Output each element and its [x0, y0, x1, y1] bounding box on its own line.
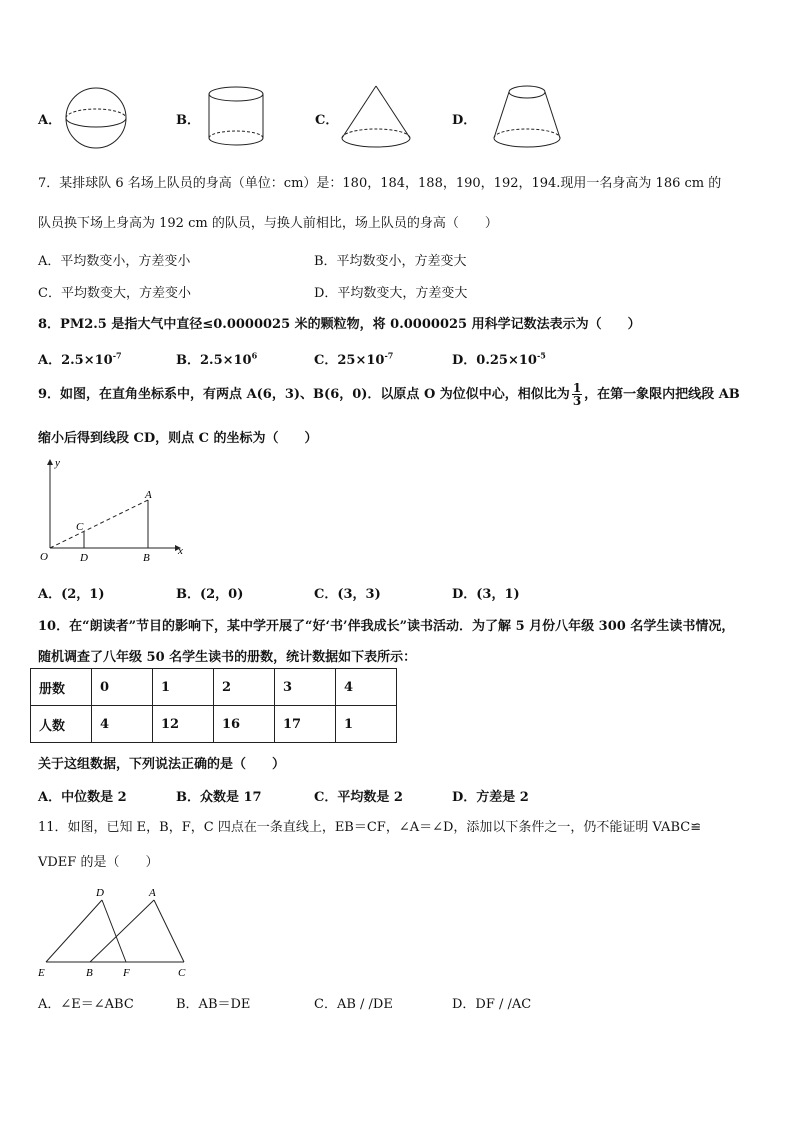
q7-stem-line1: 7．某排球队 6 名场上队员的身高（单位：cm）是：180，184，188，190，192，194.现用一名身高为 186 cm 的 [38, 176, 722, 191]
q6-option-a-letter: A． [38, 113, 62, 128]
table-cell: 2 [214, 669, 275, 706]
table-row [31, 669, 397, 706]
q9-option-c: C．(3，3) [314, 587, 381, 602]
q8-option-a-mantissa: 2.5×10 [61, 353, 113, 368]
q7-option-d: D．平均数变大，方差变大 [314, 286, 468, 301]
q8-option-a-exponent: -7 [112, 350, 122, 361]
cylinder-icon [204, 84, 268, 150]
q8-option-c-mantissa: 25×10 [337, 353, 385, 368]
table-cell: 1 [336, 706, 397, 743]
table-cell: 1 [153, 669, 214, 706]
q8-option-c-exponent: -7 [384, 350, 394, 361]
q6-option-c-letter: C． [315, 113, 339, 128]
table-cell: 人数 [31, 706, 92, 743]
q11-stem-line2: VDEF 的是（ ） [38, 855, 159, 870]
q11-triangles-figure [34, 884, 194, 980]
q9-stem-line1 [38, 382, 740, 407]
label-b: B [143, 552, 150, 564]
table-cell: 0 [92, 669, 153, 706]
label-b: B [86, 967, 93, 979]
q9-ratio-fraction [572, 382, 582, 407]
q9-stem-line2: 缩小后得到线段 CD，则点 C 的坐标为（ ） [38, 431, 318, 446]
q7-stem-line2: 队员换下场上身高为 192 cm 的队员，与换人前相比，场上队员的身高（ ） [38, 216, 498, 231]
table-cell: 4 [92, 706, 153, 743]
frustum-icon [490, 82, 564, 152]
q9-fraction-numerator: 1 [572, 381, 582, 395]
label-f: F [123, 967, 130, 979]
q6-option-b-letter: B． [176, 113, 200, 128]
q6-option-d-letter: D． [452, 113, 477, 128]
q7-option-a: A．平均数变小，方差变小 [38, 254, 191, 269]
q9-stem-line1-part1: 9．如图，在直角坐标系中，有两点 A(6，3)、B(6，0)．以原点 O 为位似中心，相似比为 [38, 387, 570, 402]
segment-ac [154, 900, 184, 962]
q8-option-d-mantissa: 0.25×10 [476, 353, 537, 368]
label-a: A [149, 887, 156, 899]
segment-oa-dashed [50, 500, 148, 548]
q7-option-b: B．平均数变小，方差变大 [314, 254, 467, 269]
label-o: O [40, 551, 48, 563]
q10-option-d: D．方差是 2 [452, 790, 529, 805]
q8-option-a [38, 349, 122, 368]
q10-question: 关于这组数据，下列说法正确的是（ ） [38, 757, 286, 772]
q10-option-a: A．中位数是 2 [38, 790, 127, 805]
q11-option-b: B．AB＝DE [176, 997, 251, 1012]
q8-option-b-mantissa: 2.5×10 [200, 353, 252, 368]
q8-option-c [314, 349, 393, 368]
label-e: E [38, 967, 45, 979]
label-c: C [76, 521, 84, 533]
q11-stem-line1: 11．如图，已知 E，B，F，C 四点在一条直线上，EB＝CF，∠A＝∠D，添加以下条件之一，仍不能证明 VABC≌ [38, 820, 702, 835]
table-row [31, 706, 397, 743]
q8-option-d-exponent: -5 [536, 350, 546, 361]
table-cell: 册数 [31, 669, 92, 706]
q9-option-b: B．(2，0) [176, 587, 244, 602]
q8-option-a-letter: A． [38, 353, 62, 368]
q8-option-b [176, 349, 257, 368]
label-c: C [178, 967, 186, 979]
label-d: D [96, 887, 104, 899]
q8-option-b-letter: B． [176, 353, 200, 368]
q7-option-c: C．平均数变大，方差变小 [38, 286, 191, 301]
q10-stem-line1: 10．在“朗读者”节目的影响下，某中学开展了“好‘书’伴我成长”读书活动．为了解 5 月份八年级 300 名学生读书情况， [38, 619, 735, 634]
q11-option-c: C．AB / /DE [314, 997, 393, 1012]
table-cell: 12 [153, 706, 214, 743]
q9-option-a: A．(2，1) [38, 587, 105, 602]
q10-option-b: B．众数是 17 [176, 790, 262, 805]
q11-option-d: D．DF / /AC [452, 997, 532, 1012]
q8-option-b-exponent: 6 [251, 350, 258, 361]
table-cell: 3 [275, 669, 336, 706]
q10-data-table [30, 668, 397, 743]
q8-option-d [452, 349, 546, 368]
q8-option-d-letter: D． [452, 353, 477, 368]
q9-coordinate-figure [38, 456, 188, 566]
table-cell: 16 [214, 706, 275, 743]
q8-stem: 8．PM2.5 是指大气中直径≤0.0000025 米的颗粒物，将 0.0000025 用科学记数法表示为（ ） [38, 317, 641, 332]
q11-option-a: A．∠E＝∠ABC [38, 997, 134, 1012]
q10-stem-line2: 随机调查了八年级 50 名学生读书的册数，统计数据如下表所示： [38, 650, 417, 665]
table-cell: 4 [336, 669, 397, 706]
table-cell: 17 [275, 706, 336, 743]
q9-fraction-denominator: 3 [572, 394, 582, 408]
sphere-icon [62, 86, 132, 152]
label-y: y [55, 457, 60, 469]
cone-icon [338, 84, 414, 152]
q10-option-c: C．平均数是 2 [314, 790, 403, 805]
label-a: A [145, 489, 152, 501]
label-d: D [80, 552, 88, 564]
q9-stem-line1-part2: ，在第一象限内把线段 AB [584, 387, 740, 402]
q9-option-d: D．(3，1) [452, 587, 520, 602]
segment-ed [46, 900, 102, 962]
label-x: x [178, 545, 183, 557]
q8-option-c-letter: C． [314, 353, 338, 368]
